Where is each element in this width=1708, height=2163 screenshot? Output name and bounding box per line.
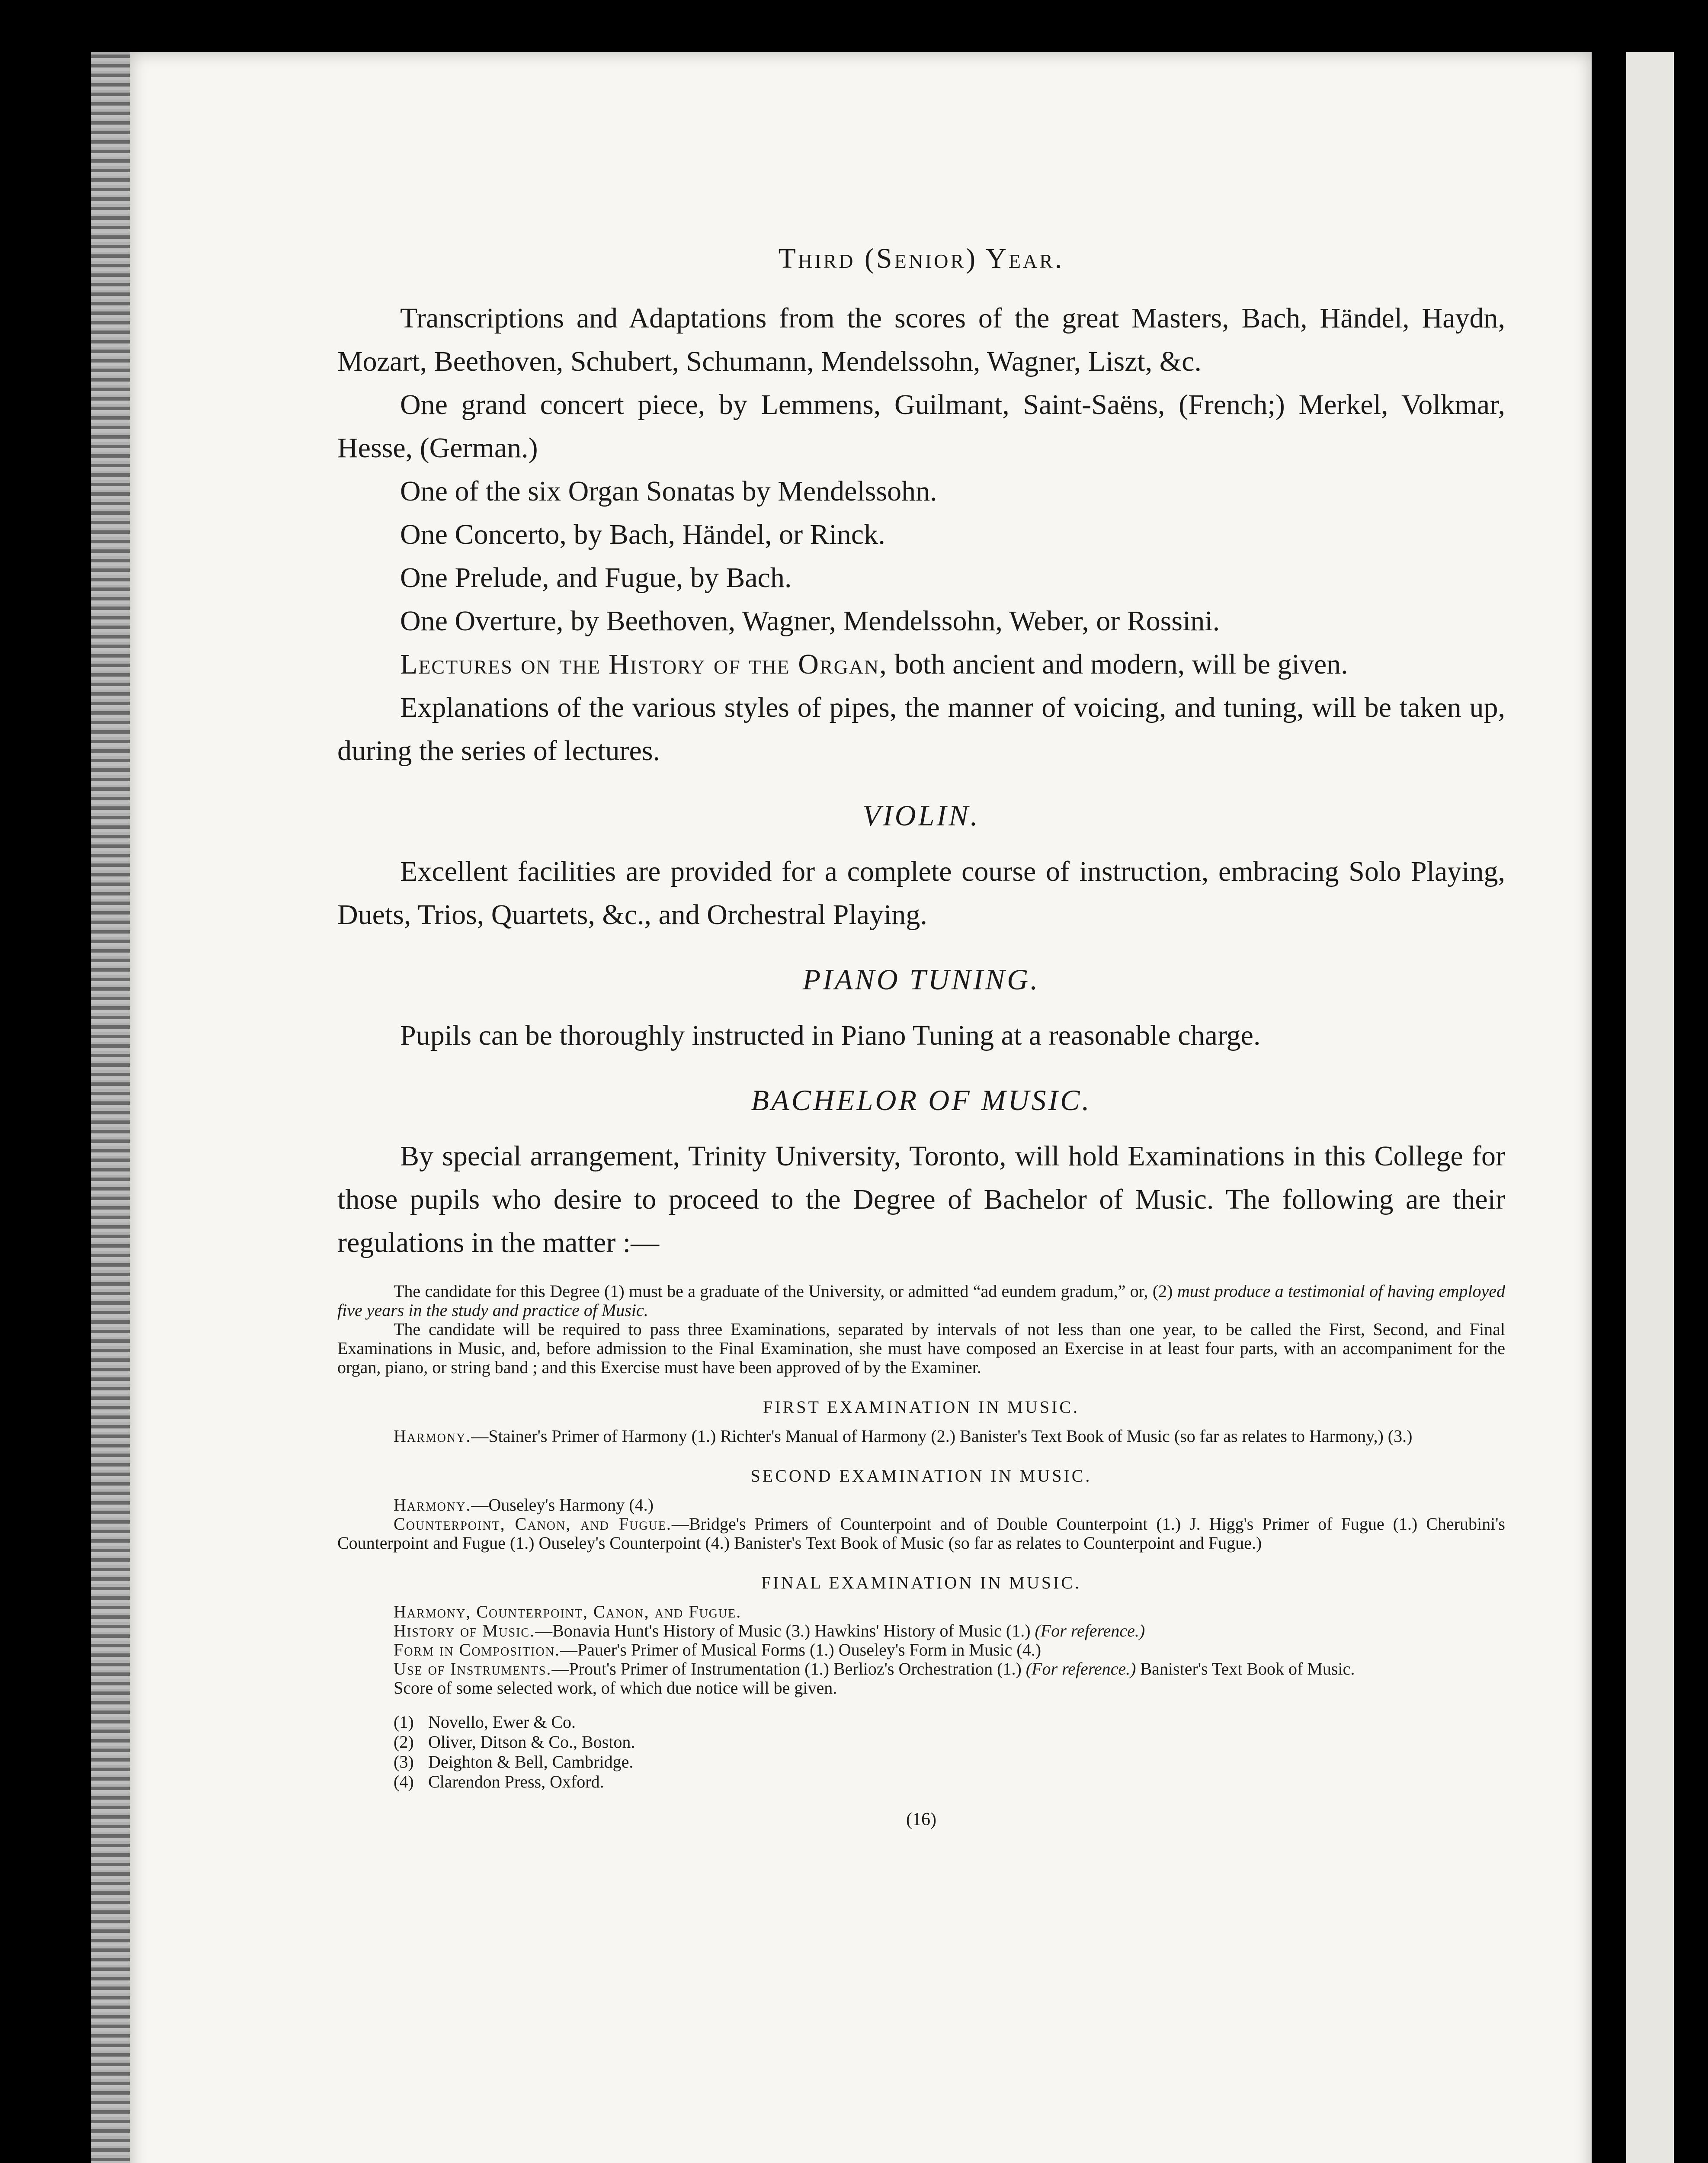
regulation-examinations: The candidate will be required to pass three Examinations, separated by intervals of not less than one year, to be called the First, Second, and Final Examinations in Music, and, before admission to the Final Examination, she must have composed an Exercise in at least four parts, with an accompaniment for the organ, piano, or string band ; and this Exercise must have been approved of by the Examiner.: [337, 1319, 1505, 1377]
reference-text: Novello, Ewer & Co.: [428, 1712, 576, 1732]
first-exam-harmony: [337, 1427, 1505, 1446]
regulation-degree: [337, 1282, 1505, 1320]
organ-item: One Prelude, and Fugue, by Bach.: [400, 562, 792, 594]
page-content: [337, 242, 1505, 1830]
scan-left-edge: [91, 52, 130, 2163]
entry-text: —Stainer's Primer of Harmony (1.) Richter's Manual of Harmony (2.) Banister's Text Book of Music (so far as relates to Harmony,) (3.): [471, 1426, 1413, 1446]
entry-label: History of Music.: [394, 1621, 535, 1640]
bachelor-paragraph: By special arrangement, Trinity University, Toronto, will hold Examinations in this College for those pupils who desire to proceed to the Degree of Bachelor of Music. The following are their regulations in the matter :—: [337, 1140, 1505, 1258]
piano-tuning-paragraph: Pupils can be thoroughly instructed in Piano Tuning at a reasonable charge.: [400, 1020, 1261, 1051]
entry-text: —Bridge's Primers of Counterpoint and of Double Counterpoint (1.) J. Higg's Primer of Fugue (1.) Cherubini's Counterpoint and Fugue (1.) Ouseley's Counterpoint (4.) Banister's Text Book of Music (so far as relates to Counterpoint and Fugue.): [337, 1514, 1505, 1553]
publisher-references: [337, 1712, 1505, 1792]
reference-text: Clarendon Press, Oxford.: [428, 1772, 604, 1791]
final-exam-harmony-counterpoint: Harmony, Counterpoint, Canon, and Fugue.: [394, 1602, 742, 1621]
first-exam-heading: FIRST EXAMINATION IN MUSIC.: [763, 1397, 1080, 1417]
entry-text: —Bonavia Hunt's History of Music (3.) Hawkins' History of Music (1.): [535, 1621, 1035, 1640]
lectures-label: Lectures on the History of the Organ,: [400, 648, 888, 680]
entry-text: —Pauer's Primer of Musical Forms (1.) Ouseley's Form in Music (4.): [560, 1640, 1041, 1659]
bachelor-heading: BACHELOR OF MUSIC.: [751, 1084, 1092, 1117]
regulation-degree-italic: must produce a testimonial of having employed five years in the study and practice of Music.: [337, 1281, 1506, 1320]
organ-transcriptions-paragraph: Transcriptions and Adaptations from the scores of the great Masters, Bach, Händel, Haydn, Mozart, Beethoven, Schubert, Schumann, Mendelssohn, Wagner, Liszt, &c.: [337, 302, 1505, 377]
reference-number: (3): [394, 1752, 414, 1771]
entry-label: Counterpoint, Canon, and Fugue.: [394, 1514, 672, 1534]
for-reference-note: (For reference.): [1025, 1659, 1136, 1678]
organ-explanations-paragraph: Explanations of the various styles of pipes, the manner of voicing, and tuning, will be taken up, during the series of lectures.: [337, 692, 1505, 767]
second-exam-counterpoint: [337, 1515, 1505, 1553]
second-exam-heading: SECOND EXAMINATION IN MUSIC.: [750, 1466, 1092, 1486]
final-exam-heading: FINAL EXAMINATION IN MUSIC.: [761, 1573, 1082, 1592]
second-exam-harmony: [337, 1495, 1505, 1515]
reference-item: [394, 1732, 1505, 1752]
page-number: (16): [906, 1810, 936, 1829]
reference-item: [394, 1712, 1505, 1732]
piano-tuning-heading: PIANO TUNING.: [802, 963, 1040, 996]
entry-label: Use of Instruments.: [394, 1659, 552, 1678]
organ-item: One Overture, by Beethoven, Wagner, Mendelssohn, Weber, or Rossini.: [400, 605, 1220, 637]
reference-text: Deighton & Bell, Cambridge.: [428, 1752, 634, 1771]
reference-text: Oliver, Ditson & Co., Boston.: [428, 1732, 635, 1752]
final-exam-score: Score of some selected work, of which due notice will be given.: [394, 1678, 837, 1698]
entry-text-tail: Banister's Text Book of Music.: [1136, 1659, 1355, 1678]
reference-item: [394, 1752, 1505, 1772]
reference-number: (4): [394, 1772, 414, 1791]
final-exam-history: [337, 1621, 1505, 1640]
entry-label: Harmony.: [394, 1495, 471, 1515]
organ-concert-piece-paragraph: One grand concert piece, by Lemmens, Guilmant, Saint-Saëns, (French;) Merkel, Volkmar, Hesse, (German.): [337, 389, 1505, 464]
final-exam-form: [337, 1640, 1505, 1659]
scan-right-strip: [1626, 52, 1674, 2163]
entry-text: —Ouseley's Harmony (4.): [471, 1495, 654, 1515]
violin-heading: VIOLIN.: [862, 799, 980, 832]
violin-paragraph: Excellent facilities are provided for a complete course of instruction, embracing Solo Playing, Duets, Trios, Quartets, &c., and Orchestral Playing.: [337, 856, 1505, 931]
reference-number: (1): [394, 1712, 414, 1732]
organ-lectures-paragraph: [337, 643, 1505, 686]
entry-text: —Prout's Primer of Instrumentation (1.) Berlioz's Orchestration (1.): [551, 1659, 1026, 1678]
reference-number: (2): [394, 1732, 414, 1752]
page-title: Third (Senior) Year.: [778, 243, 1064, 274]
regulation-degree-text: The candidate for this Degree (1) must be a graduate of the University, or admitted “ad eundem gradum,” or, (2): [394, 1281, 1177, 1301]
lectures-text: both ancient and modern, will be given.: [887, 648, 1348, 680]
entry-label: Harmony.: [394, 1426, 471, 1446]
final-exam-instruments: [337, 1659, 1505, 1678]
entry-label: Form in Composition.: [394, 1640, 560, 1659]
for-reference-note: (For reference.): [1035, 1621, 1145, 1640]
reference-item: [394, 1772, 1505, 1792]
organ-item: One Concerto, by Bach, Händel, or Rinck.: [400, 519, 885, 550]
organ-item: One of the six Organ Sonatas by Mendelssohn.: [400, 475, 937, 507]
